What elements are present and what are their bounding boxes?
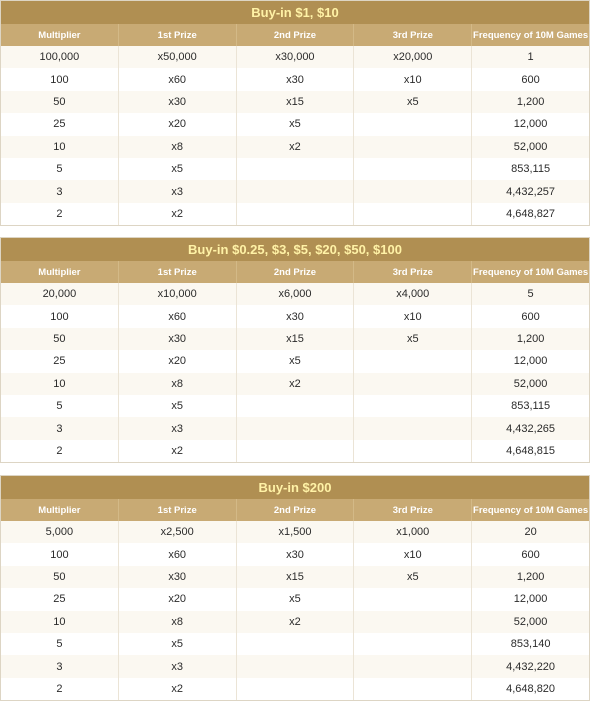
table-cell: 12,000 xyxy=(513,355,548,368)
table-cell: x20 xyxy=(119,588,237,610)
table-cell: x5 xyxy=(119,633,237,655)
table-cell: x50,000 xyxy=(119,46,237,68)
table-cell: x6,000 xyxy=(237,283,355,305)
table-cell: 20,000 xyxy=(1,283,119,305)
table-cell: x10 xyxy=(354,68,472,90)
column-header: 1st Prize xyxy=(119,261,237,283)
table-header-row xyxy=(1,261,589,283)
table-cell xyxy=(354,180,472,202)
column-header: Frequency of 10M Games xyxy=(473,29,589,41)
table-cell: x30 xyxy=(237,68,355,90)
table-row xyxy=(1,350,589,372)
table-row xyxy=(1,68,589,90)
column-header: Frequency of 10M Games xyxy=(473,504,589,516)
table-cell xyxy=(354,350,472,372)
table-cell: x4,000 xyxy=(354,283,472,305)
table-cell xyxy=(354,395,472,417)
table-cell: x15 xyxy=(237,566,355,588)
table-cell: 10 xyxy=(1,136,119,158)
table-cell: x30 xyxy=(119,328,237,350)
table-cell: 52,000 xyxy=(513,615,548,628)
table-row xyxy=(1,328,589,350)
table-cell: x10 xyxy=(354,543,472,565)
column-header: 3rd Prize xyxy=(354,499,472,521)
table-cell: x2 xyxy=(237,611,355,633)
table-cell: x5 xyxy=(354,566,472,588)
table-cell: x3 xyxy=(119,417,237,439)
table-row xyxy=(1,566,589,588)
payout-table-2 xyxy=(0,475,590,701)
table-cell: x30 xyxy=(237,305,355,327)
table-cell: x15 xyxy=(237,328,355,350)
table-cell: 1,200 xyxy=(516,570,545,583)
table-cell: 1 xyxy=(527,51,534,64)
table-cell xyxy=(237,158,355,180)
table-cell: x5 xyxy=(119,158,237,180)
table-title: Buy-in $200 xyxy=(1,476,589,499)
table-cell: x5 xyxy=(119,395,237,417)
table-cell: 25 xyxy=(1,113,119,135)
table-cell: 12,000 xyxy=(513,118,548,131)
column-header: 2nd Prize xyxy=(237,499,355,521)
table-cell: 600 xyxy=(521,548,540,561)
table-cell: 12,000 xyxy=(513,593,548,606)
table-cell: 3 xyxy=(1,655,119,677)
table-cell xyxy=(237,678,355,700)
table-cell: 853,140 xyxy=(510,638,551,651)
table-cell xyxy=(354,633,472,655)
table-cell: x8 xyxy=(119,611,237,633)
column-header: 3rd Prize xyxy=(354,261,472,283)
table-row xyxy=(1,91,589,113)
table-cell: 3 xyxy=(1,180,119,202)
table-cell: x60 xyxy=(119,543,237,565)
table-cell: 600 xyxy=(521,73,540,86)
table-cell: x2 xyxy=(237,136,355,158)
table-row xyxy=(1,633,589,655)
table-title: Buy-in $1, $10 xyxy=(1,1,589,24)
table-cell: x30 xyxy=(237,543,355,565)
table-cell: x60 xyxy=(119,68,237,90)
table-row xyxy=(1,373,589,395)
table-cell: 100 xyxy=(1,68,119,90)
table-cell: 5 xyxy=(1,633,119,655)
table-cell xyxy=(354,440,472,462)
table-row xyxy=(1,203,589,225)
table-cell xyxy=(354,203,472,225)
table-cell: 4,432,220 xyxy=(506,660,556,673)
table-cell: x5 xyxy=(237,113,355,135)
table-cell: x20 xyxy=(119,350,237,372)
column-header: 2nd Prize xyxy=(237,261,355,283)
table-row xyxy=(1,46,589,68)
column-header: Frequency of 10M Games xyxy=(473,266,589,278)
table-cell: 4,432,265 xyxy=(506,422,556,435)
table-cell xyxy=(354,611,472,633)
table-cell: x2 xyxy=(119,440,237,462)
table-cell: 10 xyxy=(1,611,119,633)
table-cell: 50 xyxy=(1,328,119,350)
table-cell xyxy=(354,136,472,158)
table-cell: 52,000 xyxy=(513,377,548,390)
column-header: Multiplier xyxy=(1,499,119,521)
table-cell xyxy=(237,203,355,225)
table-cell xyxy=(354,588,472,610)
table-cell xyxy=(354,113,472,135)
column-header: Multiplier xyxy=(1,261,119,283)
table-cell: 853,115 xyxy=(511,163,551,176)
table-row xyxy=(1,611,589,633)
table-cell: 5 xyxy=(1,395,119,417)
table-cell: x20 xyxy=(119,113,237,135)
payout-table-0 xyxy=(0,0,590,226)
table-cell xyxy=(237,180,355,202)
table-cell: x2,500 xyxy=(119,521,237,543)
table-cell xyxy=(237,633,355,655)
table-cell: 4,648,827 xyxy=(506,207,556,220)
table-row xyxy=(1,440,589,462)
table-cell: 2 xyxy=(1,440,119,462)
column-header: 1st Prize xyxy=(119,24,237,46)
table-cell: 853,115 xyxy=(511,400,551,413)
table-header-row xyxy=(1,24,589,46)
table-title: Buy-in $0.25, $3, $5, $20, $50, $100 xyxy=(1,238,589,261)
column-header: 2nd Prize xyxy=(237,24,355,46)
table-cell: 50 xyxy=(1,566,119,588)
table-row xyxy=(1,417,589,439)
table-cell: x10 xyxy=(354,305,472,327)
table-cell: 10 xyxy=(1,373,119,395)
table-cell: x8 xyxy=(119,136,237,158)
table-cell: x5 xyxy=(237,350,355,372)
table-cell: x20,000 xyxy=(354,46,472,68)
table-cell: 1,200 xyxy=(516,332,545,345)
table-cell: 52,000 xyxy=(513,140,548,153)
table-cell: x3 xyxy=(119,655,237,677)
table-row xyxy=(1,158,589,180)
payout-table-1 xyxy=(0,237,590,463)
table-cell: 25 xyxy=(1,350,119,372)
table-row xyxy=(1,543,589,565)
table-cell: 100,000 xyxy=(1,46,119,68)
column-header: 3rd Prize xyxy=(354,24,472,46)
table-row xyxy=(1,655,589,677)
column-header: Multiplier xyxy=(1,24,119,46)
table-row xyxy=(1,588,589,610)
table-cell: x30 xyxy=(119,91,237,113)
table-cell: x10,000 xyxy=(119,283,237,305)
table-cell: 4,648,815 xyxy=(506,444,556,457)
table-row xyxy=(1,521,589,543)
table-cell: x60 xyxy=(119,305,237,327)
table-cell: 3 xyxy=(1,417,119,439)
table-cell: 4,432,257 xyxy=(506,185,556,198)
table-row xyxy=(1,283,589,305)
table-cell: 20 xyxy=(524,526,537,539)
table-cell xyxy=(354,655,472,677)
table-cell: 100 xyxy=(1,305,119,327)
table-cell: x30 xyxy=(119,566,237,588)
table-cell xyxy=(237,440,355,462)
table-row xyxy=(1,395,589,417)
table-cell: 5,000 xyxy=(1,521,119,543)
table-cell xyxy=(237,655,355,677)
table-cell: x2 xyxy=(119,203,237,225)
table-row xyxy=(1,180,589,202)
table-row xyxy=(1,305,589,327)
table-cell xyxy=(237,417,355,439)
table-cell: x3 xyxy=(119,180,237,202)
table-cell: 2 xyxy=(1,678,119,700)
table-cell: 25 xyxy=(1,588,119,610)
table-cell: x5 xyxy=(237,588,355,610)
table-cell: x2 xyxy=(119,678,237,700)
table-cell xyxy=(354,678,472,700)
table-row xyxy=(1,136,589,158)
table-cell: x2 xyxy=(237,373,355,395)
column-header: 1st Prize xyxy=(119,499,237,521)
table-row xyxy=(1,678,589,700)
table-cell: 5 xyxy=(527,288,534,301)
table-cell xyxy=(354,417,472,439)
table-cell: 2 xyxy=(1,203,119,225)
table-cell: x15 xyxy=(237,91,355,113)
table-cell: 5 xyxy=(1,158,119,180)
table-cell: 50 xyxy=(1,91,119,113)
table-cell: x1,500 xyxy=(237,521,355,543)
table-header-row xyxy=(1,499,589,521)
table-cell: x8 xyxy=(119,373,237,395)
table-cell: x30,000 xyxy=(237,46,355,68)
table-row xyxy=(1,113,589,135)
table-cell xyxy=(354,373,472,395)
table-cell: x5 xyxy=(354,328,472,350)
table-cell: 100 xyxy=(1,543,119,565)
table-cell: x1,000 xyxy=(354,521,472,543)
table-cell xyxy=(237,395,355,417)
table-cell: 4,648,820 xyxy=(506,682,556,695)
table-cell: 1,200 xyxy=(516,95,545,108)
table-cell: 600 xyxy=(521,310,540,323)
table-cell: x5 xyxy=(354,91,472,113)
table-cell xyxy=(354,158,472,180)
